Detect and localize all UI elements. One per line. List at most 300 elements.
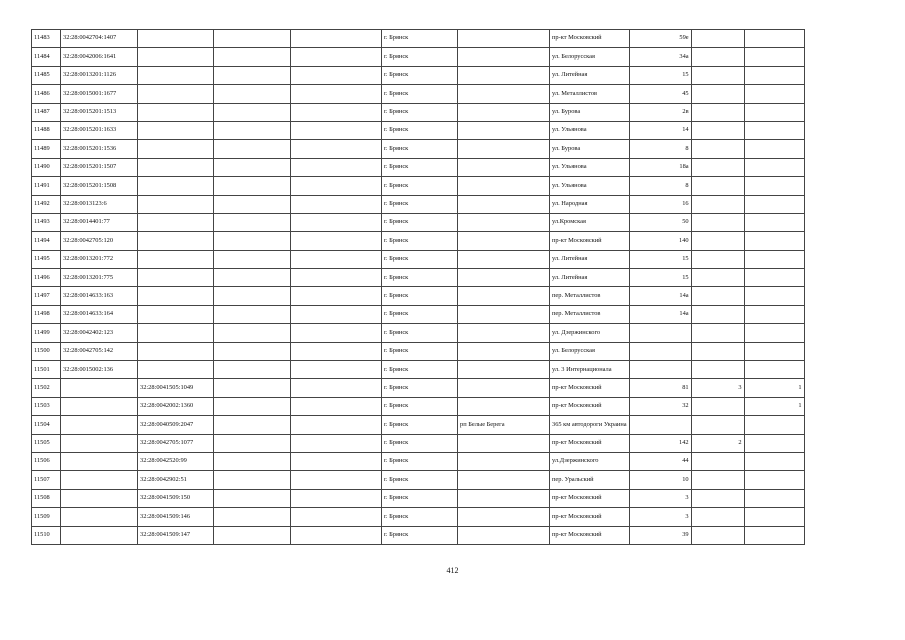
value-b-cell [744, 177, 804, 195]
locality-cell [458, 397, 550, 415]
empty-cell [291, 287, 382, 305]
value-a-cell [691, 121, 744, 139]
house-number-cell: 3 [629, 508, 691, 526]
value-a-cell [691, 324, 744, 342]
value-b-cell [744, 48, 804, 66]
value-b-cell [744, 434, 804, 452]
cadastral-number-alt-cell: 32:28:0042520:99 [138, 452, 214, 470]
value-b-cell [744, 195, 804, 213]
street-cell: ул. Белорусская [550, 342, 630, 360]
empty-cell [291, 30, 382, 48]
house-number-cell [629, 361, 691, 379]
empty-cell [214, 379, 291, 397]
empty-cell [214, 416, 291, 434]
street-cell: пр-кт Московский [550, 379, 630, 397]
street-cell: пер. Металлистов [550, 305, 630, 323]
empty-cell [214, 232, 291, 250]
value-a-cell [691, 287, 744, 305]
value-a-cell: 2 [691, 434, 744, 452]
empty-cell [291, 434, 382, 452]
empty-cell [214, 489, 291, 507]
row-number-cell: 11489 [32, 140, 61, 158]
house-number-cell: 15 [629, 66, 691, 84]
cadastral-number-alt-cell: 32:28:0040509:2047 [138, 416, 214, 434]
city-cell: г. Брянск [382, 121, 458, 139]
row-number-cell: 11510 [32, 526, 61, 544]
street-cell: ул. Народная [550, 195, 630, 213]
row-number-cell: 11501 [32, 361, 61, 379]
row-number-cell: 11487 [32, 103, 61, 121]
cadastral-number-alt-cell [138, 305, 214, 323]
street-cell: ул.Кромская [550, 213, 630, 231]
value-a-cell [691, 177, 744, 195]
table-body [32, 30, 805, 545]
value-a-cell [691, 66, 744, 84]
house-number-cell: 8 [629, 140, 691, 158]
locality-cell [458, 305, 550, 323]
empty-cell [291, 342, 382, 360]
house-number-cell: 14а [629, 287, 691, 305]
value-a-cell [691, 232, 744, 250]
value-a-cell [691, 508, 744, 526]
cadastral-number-alt-cell [138, 177, 214, 195]
row-number-cell: 11505 [32, 434, 61, 452]
street-cell: ул. Литейная [550, 66, 630, 84]
empty-cell [291, 526, 382, 544]
value-a-cell: 3 [691, 379, 744, 397]
value-b-cell [744, 508, 804, 526]
city-cell: г. Брянск [382, 489, 458, 507]
house-number-cell: 10 [629, 471, 691, 489]
value-a-cell [691, 489, 744, 507]
cadastral-number-alt-cell [138, 361, 214, 379]
house-number-cell: 142 [629, 434, 691, 452]
street-cell: ул.Дзержинского [550, 452, 630, 470]
table-row [32, 121, 805, 139]
row-number-cell: 11506 [32, 452, 61, 470]
value-a-cell [691, 305, 744, 323]
empty-cell [214, 250, 291, 268]
empty-cell [214, 508, 291, 526]
street-cell: пр-кт Московский [550, 489, 630, 507]
cadastral-number-cell [61, 508, 138, 526]
value-b-cell [744, 324, 804, 342]
empty-cell [291, 361, 382, 379]
table-row [32, 177, 805, 195]
cadastral-number-cell: 32:28:0042705:142 [61, 342, 138, 360]
empty-cell [214, 471, 291, 489]
empty-cell [214, 324, 291, 342]
cadastral-number-cell: 32:28:0013201:772 [61, 250, 138, 268]
city-cell: г. Брянск [382, 416, 458, 434]
cadastral-number-alt-cell [138, 250, 214, 268]
cadastral-number-cell: 32:28:0015001:1677 [61, 85, 138, 103]
empty-cell [291, 177, 382, 195]
locality-cell [458, 361, 550, 379]
city-cell: г. Брянск [382, 177, 458, 195]
street-cell: пер. Уральский [550, 471, 630, 489]
value-a-cell [691, 85, 744, 103]
page-number: 412 [446, 566, 459, 575]
empty-cell [214, 452, 291, 470]
empty-cell [214, 342, 291, 360]
value-b-cell [744, 232, 804, 250]
street-cell: пр-кт Московский [550, 30, 630, 48]
street-cell: ул. Белорусская [550, 48, 630, 66]
row-number-cell: 11485 [32, 66, 61, 84]
cadastral-number-alt-cell [138, 269, 214, 287]
cadastral-number-alt-cell: 32:28:0042705:1077 [138, 434, 214, 452]
city-cell: г. Брянск [382, 232, 458, 250]
locality-cell [458, 103, 550, 121]
empty-cell [291, 213, 382, 231]
value-b-cell [744, 140, 804, 158]
value-b-cell [744, 489, 804, 507]
table-row [32, 526, 805, 544]
cadastral-number-cell [61, 434, 138, 452]
city-cell: г. Брянск [382, 508, 458, 526]
value-b-cell [744, 416, 804, 434]
city-cell: г. Брянск [382, 30, 458, 48]
cadastral-number-alt-cell [138, 195, 214, 213]
table-row [32, 250, 805, 268]
empty-cell [291, 232, 382, 250]
value-a-cell [691, 397, 744, 415]
row-number-cell: 11488 [32, 121, 61, 139]
value-b-cell [744, 30, 804, 48]
house-number-cell: 81 [629, 379, 691, 397]
row-number-cell: 11499 [32, 324, 61, 342]
cadastral-number-cell: 32:28:0042402:123 [61, 324, 138, 342]
value-b-cell [744, 361, 804, 379]
cadastral-number-cell [61, 416, 138, 434]
house-number-cell: 8 [629, 177, 691, 195]
table-row [32, 471, 805, 489]
table-row [32, 85, 805, 103]
house-number-cell: 140 [629, 232, 691, 250]
value-b-cell [744, 305, 804, 323]
empty-cell [214, 140, 291, 158]
locality-cell [458, 434, 550, 452]
empty-cell [291, 397, 382, 415]
cadastral-number-alt-cell: 32:28:0041509:146 [138, 508, 214, 526]
empty-cell [291, 66, 382, 84]
row-number-cell: 11502 [32, 379, 61, 397]
house-number-cell: 34а [629, 48, 691, 66]
table-row [32, 66, 805, 84]
cadastral-number-alt-cell [138, 324, 214, 342]
cadastral-number-alt-cell [138, 342, 214, 360]
table-row [32, 342, 805, 360]
city-cell: г. Брянск [382, 48, 458, 66]
cadastral-number-alt-cell [138, 121, 214, 139]
row-number-cell: 11494 [32, 232, 61, 250]
row-number-cell: 11507 [32, 471, 61, 489]
value-b-cell [744, 121, 804, 139]
empty-cell [291, 250, 382, 268]
city-cell: г. Брянск [382, 66, 458, 84]
value-a-cell [691, 48, 744, 66]
empty-cell [214, 30, 291, 48]
city-cell: г. Брянск [382, 434, 458, 452]
house-number-cell: 2в [629, 103, 691, 121]
empty-cell [291, 48, 382, 66]
table-row [32, 434, 805, 452]
table-row [32, 361, 805, 379]
cadastral-number-alt-cell [138, 158, 214, 176]
locality-cell [458, 526, 550, 544]
cadastral-number-cell [61, 471, 138, 489]
street-cell: ул. Литейная [550, 269, 630, 287]
cadastral-number-alt-cell: 32:28:0042902:51 [138, 471, 214, 489]
empty-cell [214, 434, 291, 452]
locality-cell [458, 158, 550, 176]
locality-cell [458, 269, 550, 287]
city-cell: г. Брянск [382, 452, 458, 470]
cadastral-number-cell: 32:28:0042705:120 [61, 232, 138, 250]
locality-cell [458, 48, 550, 66]
row-number-cell: 11500 [32, 342, 61, 360]
cadastral-number-alt-cell [138, 30, 214, 48]
empty-cell [291, 508, 382, 526]
value-b-cell [744, 471, 804, 489]
row-number-cell: 11493 [32, 213, 61, 231]
city-cell: г. Брянск [382, 213, 458, 231]
city-cell: г. Брянск [382, 379, 458, 397]
house-number-cell [629, 324, 691, 342]
cadastral-number-cell: 32:28:0015201:1508 [61, 177, 138, 195]
cadastral-number-alt-cell: 32:28:0041509:147 [138, 526, 214, 544]
locality-cell [458, 471, 550, 489]
empty-cell [214, 177, 291, 195]
empty-cell [291, 416, 382, 434]
empty-cell [214, 526, 291, 544]
empty-cell [214, 195, 291, 213]
value-a-cell [691, 526, 744, 544]
row-number-cell: 11508 [32, 489, 61, 507]
value-b-cell [744, 103, 804, 121]
table-row [32, 140, 805, 158]
table-row [32, 195, 805, 213]
cadastral-number-cell: 32:28:0015201:1513 [61, 103, 138, 121]
row-number-cell: 11484 [32, 48, 61, 66]
locality-cell [458, 452, 550, 470]
city-cell: г. Брянск [382, 324, 458, 342]
cadastral-number-alt-cell [138, 287, 214, 305]
value-a-cell [691, 452, 744, 470]
table-row [32, 287, 805, 305]
cadastral-number-alt-cell: 32:28:0041505:1049 [138, 379, 214, 397]
cadastral-number-cell: 32:28:0015201:1507 [61, 158, 138, 176]
house-number-cell: 3 [629, 489, 691, 507]
empty-cell [291, 158, 382, 176]
street-cell: ул. Ульянова [550, 121, 630, 139]
empty-cell [291, 379, 382, 397]
value-b-cell [744, 66, 804, 84]
city-cell: г. Брянск [382, 526, 458, 544]
cadastral-number-cell: 32:28:0015002:136 [61, 361, 138, 379]
locality-cell [458, 232, 550, 250]
city-cell: г. Брянск [382, 361, 458, 379]
value-b-cell [744, 342, 804, 360]
street-cell: пр-кт Московский [550, 232, 630, 250]
cadastral-number-cell: 32:28:0014633:164 [61, 305, 138, 323]
empty-cell [214, 158, 291, 176]
locality-cell [458, 342, 550, 360]
empty-cell [291, 103, 382, 121]
cadastral-number-cell: 32:28:0042006:1641 [61, 48, 138, 66]
empty-cell [214, 361, 291, 379]
locality-cell [458, 324, 550, 342]
cadastral-number-cell [61, 379, 138, 397]
value-a-cell [691, 158, 744, 176]
value-b-cell [744, 158, 804, 176]
empty-cell [214, 121, 291, 139]
empty-cell [214, 269, 291, 287]
locality-cell [458, 30, 550, 48]
value-b-cell [744, 287, 804, 305]
empty-cell [291, 195, 382, 213]
value-b-cell [744, 213, 804, 231]
house-number-cell: 14 [629, 121, 691, 139]
value-a-cell [691, 342, 744, 360]
table-row [32, 305, 805, 323]
empty-cell [214, 103, 291, 121]
value-a-cell [691, 30, 744, 48]
street-cell: 365 км автодороги Украина [550, 416, 630, 434]
table-row [32, 103, 805, 121]
cadastral-number-alt-cell [138, 48, 214, 66]
house-number-cell: 14а [629, 305, 691, 323]
cadastral-number-alt-cell [138, 85, 214, 103]
street-cell: пр-кт Московский [550, 397, 630, 415]
empty-cell [291, 85, 382, 103]
empty-cell [214, 287, 291, 305]
value-b-cell [744, 250, 804, 268]
row-number-cell: 11491 [32, 177, 61, 195]
value-a-cell [691, 269, 744, 287]
house-number-cell [629, 342, 691, 360]
house-number-cell: 15 [629, 269, 691, 287]
value-a-cell [691, 361, 744, 379]
street-cell: ул. Ульянова [550, 177, 630, 195]
locality-cell [458, 287, 550, 305]
locality-cell [458, 177, 550, 195]
cadastral-number-alt-cell: 32:28:0041509:150 [138, 489, 214, 507]
locality-cell [458, 121, 550, 139]
cadastral-number-cell: 32:28:0013201:775 [61, 269, 138, 287]
cadastral-number-cell: 32:28:0013123:6 [61, 195, 138, 213]
table-row [32, 213, 805, 231]
street-cell: пр-кт Московский [550, 526, 630, 544]
value-a-cell [691, 213, 744, 231]
row-number-cell: 11503 [32, 397, 61, 415]
table-row [32, 48, 805, 66]
street-cell: ул. Литейная [550, 250, 630, 268]
locality-cell [458, 213, 550, 231]
value-a-cell [691, 250, 744, 268]
locality-cell [458, 195, 550, 213]
row-number-cell: 11483 [32, 30, 61, 48]
house-number-cell: 44 [629, 452, 691, 470]
empty-cell [214, 305, 291, 323]
empty-cell [291, 324, 382, 342]
city-cell: г. Брянск [382, 103, 458, 121]
value-b-cell: 1 [744, 379, 804, 397]
row-number-cell: 11490 [32, 158, 61, 176]
register-table [31, 29, 805, 545]
table-row [32, 269, 805, 287]
cadastral-number-alt-cell [138, 213, 214, 231]
street-cell: пер. Металлистов [550, 287, 630, 305]
street-cell: пр-кт Московский [550, 434, 630, 452]
house-number-cell: 16 [629, 195, 691, 213]
value-b-cell [744, 452, 804, 470]
city-cell: г. Брянск [382, 85, 458, 103]
cadastral-number-cell: 32:28:0015201:1536 [61, 140, 138, 158]
street-cell: ул. Бурова [550, 103, 630, 121]
value-a-cell [691, 416, 744, 434]
cadastral-number-cell [61, 397, 138, 415]
city-cell: г. Брянск [382, 195, 458, 213]
table-row [32, 324, 805, 342]
street-cell: ул. Ульянова [550, 158, 630, 176]
cadastral-number-cell: 32:28:0014633:163 [61, 287, 138, 305]
cadastral-number-cell: 32:28:0013201:1126 [61, 66, 138, 84]
empty-cell [214, 48, 291, 66]
locality-cell [458, 140, 550, 158]
table-row [32, 379, 805, 397]
city-cell: г. Брянск [382, 250, 458, 268]
street-cell: ул. Металлистов [550, 85, 630, 103]
table-row [32, 508, 805, 526]
locality-cell [458, 66, 550, 84]
locality-cell [458, 379, 550, 397]
table-row [32, 452, 805, 470]
cadastral-number-cell: 32:28:0042704:1407 [61, 30, 138, 48]
cadastral-number-cell [61, 452, 138, 470]
row-number-cell: 11509 [32, 508, 61, 526]
empty-cell [291, 269, 382, 287]
city-cell: г. Брянск [382, 471, 458, 489]
locality-cell [458, 489, 550, 507]
house-number-cell: 32 [629, 397, 691, 415]
city-cell: г. Брянск [382, 158, 458, 176]
row-number-cell: 11497 [32, 287, 61, 305]
empty-cell [214, 213, 291, 231]
value-a-cell [691, 195, 744, 213]
house-number-cell: 50 [629, 213, 691, 231]
empty-cell [291, 305, 382, 323]
street-cell: ул. Дзержинского [550, 324, 630, 342]
street-cell: пр-кт Московский [550, 508, 630, 526]
value-a-cell [691, 103, 744, 121]
empty-cell [214, 85, 291, 103]
city-cell: г. Брянск [382, 342, 458, 360]
cadastral-number-alt-cell [138, 66, 214, 84]
house-number-cell: 39 [629, 526, 691, 544]
table-row [32, 30, 805, 48]
value-b-cell [744, 269, 804, 287]
cadastral-number-cell: 32:28:0015201:1633 [61, 121, 138, 139]
house-number-cell: 18а [629, 158, 691, 176]
cadastral-number-alt-cell: 32:28:0042002:1360 [138, 397, 214, 415]
cadastral-number-alt-cell [138, 103, 214, 121]
empty-cell [214, 397, 291, 415]
city-cell: г. Брянск [382, 140, 458, 158]
city-cell: г. Брянск [382, 305, 458, 323]
empty-cell [214, 66, 291, 84]
